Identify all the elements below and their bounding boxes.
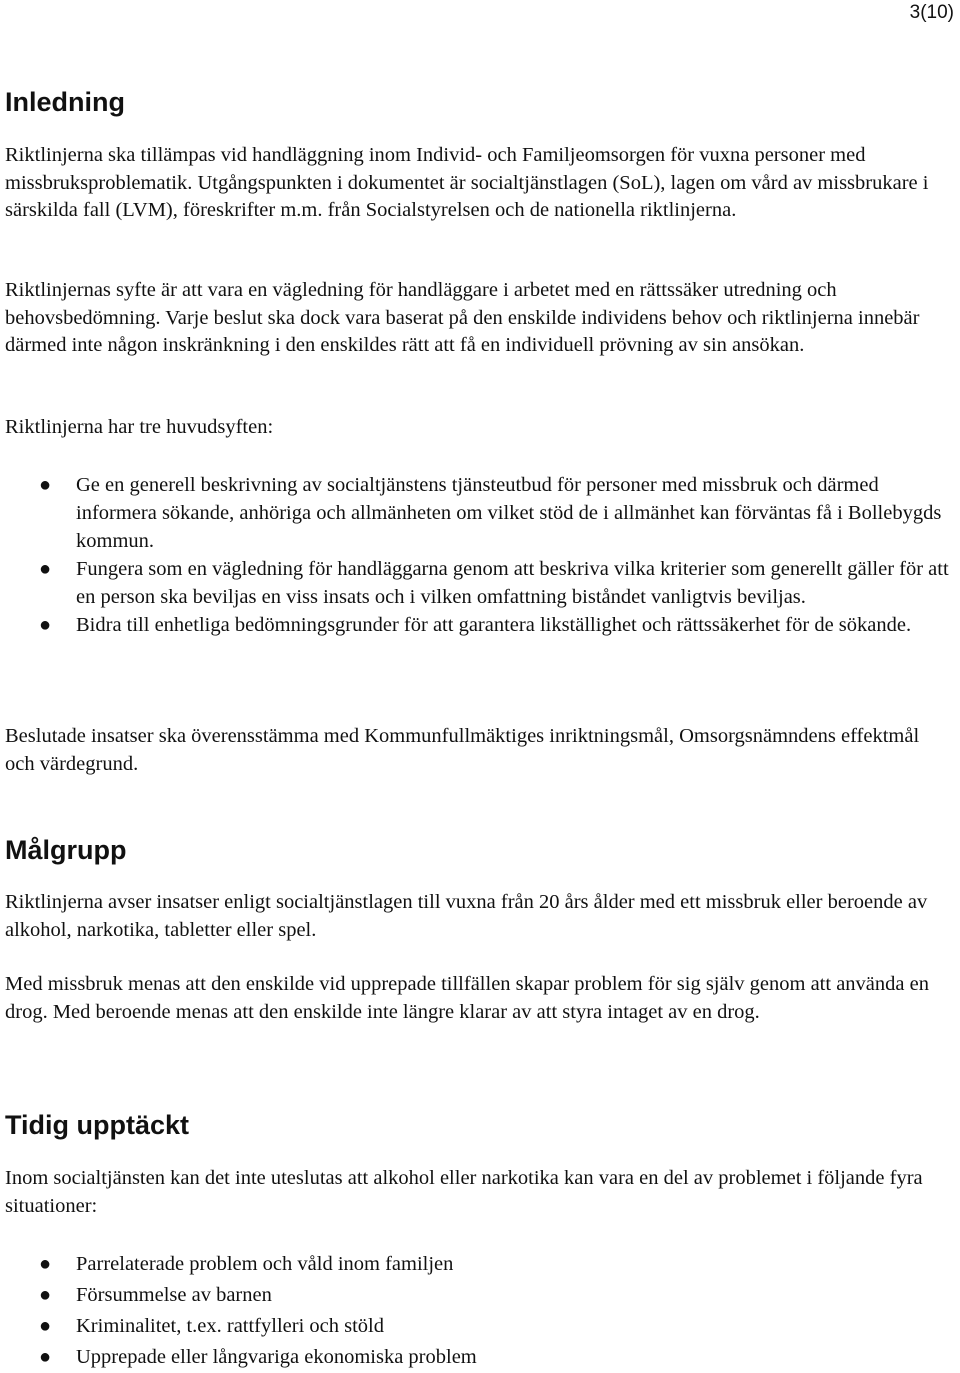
situation-list-item (0, 1249, 950, 1280)
bullet-icon: ● (39, 614, 52, 636)
situation-text: Kriminalitet, t.ex. rattfylleri och stöld (76, 1315, 384, 1337)
purpose-text: Fungera som en vägledning för handläggarna genom att beskriva vilka kriterier som generellt gäller för att en person ska beviljas en viss insats och i vilken omfattning biståndet vanligtvis beviljas. (76, 558, 949, 608)
bullet-icon: ● (39, 1315, 52, 1337)
situation-list-item (0, 1342, 950, 1373)
purpose-list-item (0, 611, 950, 639)
bullet-icon: ● (39, 1284, 52, 1306)
purpose-list-item (0, 555, 950, 611)
bullet-icon: ● (39, 1346, 52, 1368)
bullet-icon: ● (39, 474, 52, 496)
malgrupp-paragraph-1: Riktlinjerna avser insatser enligt socialtjänstlagen till vuxna från 20 års ålder med ett missbruk eller beroende av alkohol, narkotika, tabletter eller spel. (5, 891, 928, 941)
situation-text: Upprepade eller långvariga ekonomiska problem (76, 1346, 477, 1368)
inledning-paragraph-1: Riktlinjerna ska tillämpas vid handläggning inom Individ- och Familjeomsorgen för vuxna personer med missbruksproblematik. Utgångspunkten i dokumentet är socialtjänstlagen (SoL), lagen om vård av missbrukare i särskilda fall (LVM), föreskrifter m.m. från Socialstyrelsen och de nationella riktlinjerna. (5, 144, 929, 221)
purpose-list-item (0, 471, 950, 555)
tidig-paragraph-1: Inom socialtjänsten kan det inte uteslutas att alkohol eller narkotika kan vara en del av problemet i följande fyra situationer: (5, 1167, 923, 1217)
bullet-icon: ● (39, 1253, 52, 1275)
situation-text: Parrelaterade problem och våld inom familjen (76, 1253, 454, 1275)
situations-list (0, 1249, 950, 1373)
section-heading-inledning: Inledning (5, 87, 125, 117)
purpose-text: Ge en generell beskrivning av socialtjänstens tjänsteutbud för personer med missbruk och därmed informera sökande, anhöriga och allmänheten om vilket stöd de i allmänhet kan förväntas få i Bollebygds kommun. (76, 474, 942, 552)
situation-list-item (0, 1311, 950, 1342)
purpose-list (0, 471, 950, 639)
purpose-text: Bidra till enhetliga bedömningsgrunder för att garantera likställighet och rättssäkerhet för de sökande. (76, 614, 912, 636)
situation-list-item (0, 1280, 950, 1311)
situation-text: Försummelse av barnen (76, 1284, 272, 1306)
inledning-paragraph-3: Riktlinjerna har tre huvudsyften: (5, 416, 274, 438)
bullet-icon: ● (39, 558, 52, 580)
inledning-paragraph-2: Riktlinjernas syfte är att vara en vägledning för handläggare i arbetet med en rättssäker utredning och behovsbedömning. Varje beslut ska dock vara baserat på den enskilde individens behov och riktlinjerna innebär därmed inte någon inskränkning i den enskildes rätt att få en individuell prövning av sin ansökan. (5, 279, 920, 356)
section-heading-tidig-upptackt: Tidig upptäckt (5, 1110, 190, 1140)
section-heading-malgrupp: Målgrupp (5, 835, 127, 865)
page-number: 3(10) (909, 2, 954, 23)
malgrupp-paragraph-2: Med missbruk menas att den enskilde vid upprepade tillfällen skapar problem för sig själv genom att använda en drog. Med beroende menas att den enskilde inte längre klarar av att styra intaget av en drog. (5, 973, 929, 1023)
inledning-paragraph-4: Beslutade insatser ska överensstämma med Kommunfullmäktiges inriktningsmål, Omsorgsnämndens effektmål och värdegrund. (5, 725, 920, 775)
